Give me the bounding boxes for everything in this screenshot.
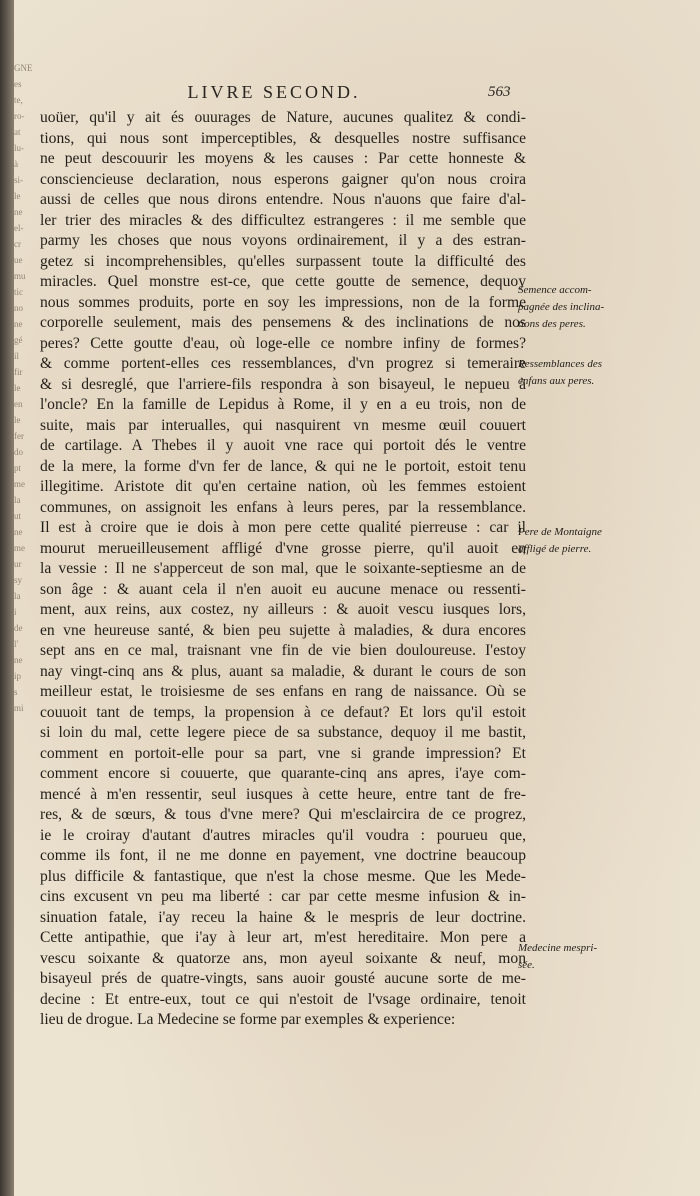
margin-note-line: affligé de pierre. xyxy=(518,543,592,555)
bleed-fragment: me xyxy=(14,479,25,489)
bleed-fragment: no xyxy=(14,303,23,313)
text-line: comment en portoit-elle pour sa part, vne si grande impression? Et xyxy=(40,744,526,762)
bleed-fragment: ne xyxy=(14,655,23,665)
bleed-fragment: sy xyxy=(14,575,23,585)
text-line: ne peut descouurir les moyens & les causes : Par cette honneste & xyxy=(40,150,526,167)
text-line: plus difficile & fantastique, que n'est la chose mesme. Que les Mede- xyxy=(40,867,526,885)
margin-note xyxy=(518,282,638,333)
bleed-fragment: le xyxy=(14,191,21,201)
page-header xyxy=(14,82,700,108)
text-line: nous sommes produits, porte en soy les impressions, non de la forme xyxy=(40,293,526,311)
text-line: peres? Cette goutte d'eau, où loge-elle ce nombre infiny de formes? xyxy=(40,334,526,352)
bleed-fragment: te, xyxy=(14,95,23,105)
text-line: uoüer, qu'il y ait és ouurages de Nature, aucunes qualitez & condi- xyxy=(40,109,526,126)
text-line: de la mere, la forme d'vn fer de lance, & qui ne le portoit, estoit tenu xyxy=(40,457,526,475)
bleed-fragment: en xyxy=(14,399,23,409)
text-line: vescu soixante & quatorze ans, mon ayeul soixante & neuf, mon xyxy=(40,949,526,967)
margin-note-line: tions des peres. xyxy=(518,318,586,330)
text-line: Cette antipathie, que i'ay à leur art, m'est hereditaire. Mon pere a xyxy=(40,929,526,946)
text-line: illegitime. Aristote dit qu'en certaine nation, où les femmes estoient xyxy=(40,478,526,495)
book-page xyxy=(14,0,700,1196)
bleed-fragment: l' xyxy=(14,639,19,649)
margin-note-line: Ressemblances des xyxy=(518,358,603,370)
text-line: corporelle seulement, mais des pensemens & des inclinations de nos xyxy=(40,314,526,331)
text-line: communes, on assignoit les enfans à leurs peres, par la ressemblance. xyxy=(40,498,526,516)
body-text xyxy=(40,108,526,1031)
bleed-fragment: ro- xyxy=(14,111,25,121)
bleed-fragment: à xyxy=(14,159,18,169)
bleed-fragment: la xyxy=(14,591,21,601)
bleed-fragment: mu xyxy=(14,271,26,281)
text-line: nay vingt-cinq ans & plus, auant sa maladie, & durant le cours de son xyxy=(40,662,526,680)
margin-note xyxy=(518,940,638,974)
text-line: en vne heureuse santé, & bien peu sujette à maladies, & dura encores xyxy=(40,621,526,639)
text-line: consciencieuse declaration, nous esperons gaigner qu'on nous croira xyxy=(40,170,526,188)
bleed-fragment: el- xyxy=(14,223,24,233)
bleed-fragment: GNE xyxy=(14,63,33,73)
margin-note-line: Medecine mespri- xyxy=(518,942,598,954)
text-line: ment, aux reins, aux costez, ny ailleurs : & auoit vescu iusques lors, xyxy=(40,601,526,618)
text-line: meilleur estat, le troisiesme de ses enfans en rang de naissance. Où se xyxy=(40,683,526,700)
bleed-fragment: at xyxy=(14,127,21,137)
text-line: aussi de celles que nous dirons entendre. Nous n'auons que faire d'al- xyxy=(40,191,526,208)
text-line: suite, mais par interualles, qui nasquirent vn mesme œuil couuert xyxy=(40,416,526,434)
text-line: lieu de drogue. La Medecine se forme par exemples & experience: xyxy=(40,1011,456,1028)
book-gutter xyxy=(0,0,14,1196)
facing-page-bleed-through xyxy=(14,60,33,1040)
text-line: & si desreglé, que l'arriere-fils respondra à son bisayeul, le nepueu à xyxy=(40,375,526,393)
margin-note xyxy=(518,524,638,558)
running-title: LIVRE SECOND. xyxy=(187,82,361,102)
bleed-fragment: lu- xyxy=(14,143,24,153)
text-line: ie le croiray d'autant d'autres miracles qu'il voudra : pourueu que, xyxy=(40,826,526,844)
text-line: l'oncle? En la famille de Lepidus à Rome, il y en a eu trois, non de xyxy=(40,396,526,413)
bleed-fragment: tic xyxy=(14,287,23,297)
bleed-fragment: la xyxy=(14,495,21,505)
text-line: bisayeul prés de quatre-vingts, sans auoir gousté aucune sorte de me- xyxy=(40,970,526,987)
text-line: miracles. Quel monstre est-ce, que cette goutte de semence, dequoy xyxy=(40,273,526,290)
bleed-fragment: me xyxy=(14,543,25,553)
bleed-fragment: ur xyxy=(14,559,22,569)
bleed-fragment: fir xyxy=(14,367,23,377)
margin-note-line: Semence accom- xyxy=(518,284,592,296)
text-line: parmy les choses que nous voyons ordinairement, il y a des estran- xyxy=(40,232,526,249)
bleed-fragment: ne xyxy=(14,527,23,537)
text-line: cins excusent vn peu ma liberté : car par cette mesme infusion & in- xyxy=(40,888,526,905)
text-line: res, & de sœurs, & tous d'vne mere? Qui m'esclaircira de ce progrez, xyxy=(40,806,526,823)
bleed-fragment: ip xyxy=(14,671,22,681)
bleed-fragment: es xyxy=(14,79,22,89)
bleed-fragment: mi xyxy=(14,703,24,713)
bleed-fragment: il xyxy=(14,351,20,361)
bleed-fragment: do xyxy=(14,447,23,457)
text-line: mourut merueilleusement affligé d'vne grosse pierre, qu'il auoit en xyxy=(40,539,526,557)
text-line: si loin du mal, cette legere piece de sa substance, dequoy il me bastit, xyxy=(40,724,526,741)
bleed-fragment: si- xyxy=(14,175,23,185)
bleed-fragment: le xyxy=(14,383,21,393)
bleed-fragment: pt xyxy=(14,463,22,473)
bleed-fragment: cr xyxy=(14,239,21,249)
margin-note xyxy=(518,356,638,390)
margin-note-line: pagnée des inclina- xyxy=(518,301,605,313)
bleed-fragment: i xyxy=(14,607,17,617)
text-line: comment encore si couuerte, que quarante-cinq ans apres, i'aye com- xyxy=(40,765,526,782)
text-line: getez si incomprehensibles, qu'elles surpassent toute la difficulté des xyxy=(40,252,526,270)
margin-note-line: enfans aux peres. xyxy=(518,375,595,387)
bleed-fragment: gé xyxy=(14,335,23,345)
bleed-fragment: ne xyxy=(14,207,23,217)
text-line: comme ils font, il ne me donne en payement, vne doctrine beaucoup xyxy=(40,847,526,864)
bleed-fragment: ue xyxy=(14,255,23,265)
text-line: tions, qui nous sont imperceptibles, & desquelles nostre suffisance xyxy=(40,129,526,147)
text-line: & comme portent-elles ces ressemblances, d'vn progrez si temeraire xyxy=(40,355,526,372)
bleed-fragment: le xyxy=(14,415,21,425)
text-line: sinuation fatale, i'ay receu la haine & le mespris de leur doctrine. xyxy=(40,908,526,926)
text-line: couuoit tant de temps, la propension à ce defaut? Et lors qu'il estoit xyxy=(40,703,526,721)
bleed-fragment: ne xyxy=(14,319,23,329)
bleed-fragment: ut xyxy=(14,511,22,521)
bleed-fragment: fer xyxy=(14,431,24,441)
page-number: 563 xyxy=(488,84,511,100)
text-line: Il est à croire que ie dois à mon pere cette qualité pierreuse : car il xyxy=(40,519,526,536)
margin-note-line: sée. xyxy=(518,959,535,971)
text-line: de cartilage. A Thebes il y auoit vne race qui portoit dés le ventre xyxy=(40,437,526,454)
bleed-fragment: de xyxy=(14,623,23,633)
text-line: la vessie : Il ne s'apperceut de son mal, que le soixante-septiesme an de xyxy=(40,560,526,577)
bleed-fragment: s xyxy=(14,687,18,697)
text-line: sept ans en ce mal, traisnant vne fin de vie bien douloureuse. I'estoy xyxy=(40,642,526,659)
text-line: ler trier des miracles & des difficultez estrangeres : il me semble que xyxy=(40,211,526,229)
text-line: son âge : & auant cela il n'en auoit eu aucune menace ou ressenti- xyxy=(40,580,526,598)
text-line: mencé à m'en ressentir, seul iusques à cette heure, entre tant de fre- xyxy=(40,785,526,803)
margin-note-line: Pere de Montaigne xyxy=(518,526,602,538)
text-line: decine : Et entre-eux, tout ce qui n'estoit de l'vsage ordinaire, tenoit xyxy=(40,990,526,1008)
